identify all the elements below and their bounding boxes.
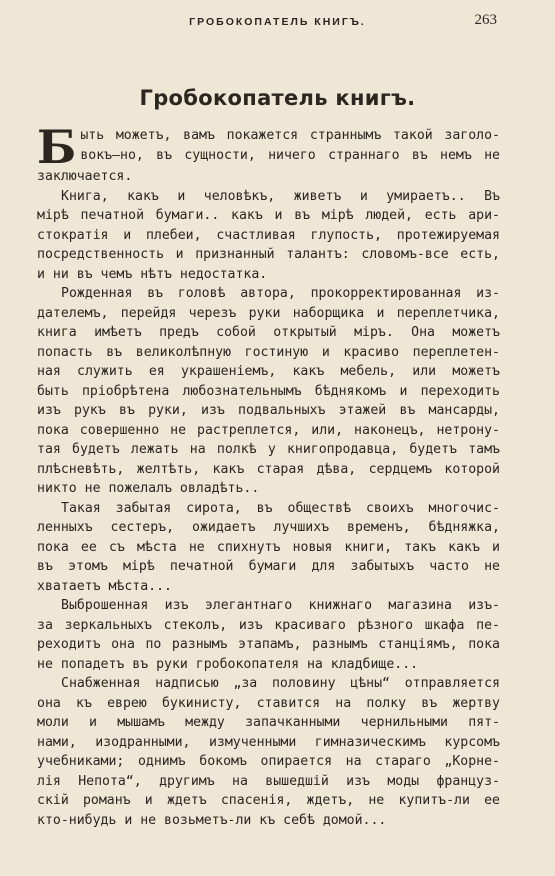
text-line: тая будетъ лежать на полкѣ у книгопродавца, будетъ тамъ bbox=[37, 442, 500, 457]
paragraph bbox=[37, 120, 500, 187]
text-line: моли и мышамъ между запачканными чернильными пят- bbox=[37, 715, 500, 730]
text-line: дателемъ, перейдя черезъ руки наборщика и переплетчика, bbox=[37, 305, 500, 321]
body-text bbox=[37, 120, 500, 830]
text-line: скій романъ и ждетъ спасенія, ждетъ, не купитъ-ли ее bbox=[37, 793, 500, 808]
text-line: никто не пожелалъ овладѣть.. bbox=[37, 481, 260, 496]
text-line: лія Непота“, другимъ на вышедшій изъ моды француз- bbox=[37, 773, 500, 789]
text-line: плѣсневѣть, желтѣть, какъ старая дѣва, сердцемъ которой bbox=[37, 461, 500, 477]
text-line: учебниками; однимъ бокомъ опирается на стараго „Корне- bbox=[37, 754, 500, 769]
text-line: ыть можетъ, вамъ покажется страннымъ такой заголо- bbox=[80, 128, 500, 143]
paragraph bbox=[37, 499, 500, 597]
text-line: стократія и плебеи, счастливая глупость, протежируемая bbox=[37, 227, 500, 243]
text-line: ная служить ея украшеніемъ, какъ мебель, или можетъ bbox=[37, 364, 500, 379]
chapter-title: Гробокопатель книгъ. bbox=[139, 86, 416, 110]
drop-cap: Б bbox=[37, 120, 77, 174]
text-line: посредственность и признанный талантъ: словомъ-все есть, bbox=[37, 247, 500, 262]
text-line: вокъ—но, въ сущности, ничего страннаго въ немъ не bbox=[80, 147, 500, 163]
text-line: реходитъ она по разнымъ этапамъ, разнымъ станціямъ, пока bbox=[37, 637, 500, 652]
text-line: она къ еврею букинисту, ставится на полку въ жертву bbox=[37, 695, 500, 711]
text-line: Снабженная надписью „за половину цѣны“ отправляется bbox=[61, 676, 500, 691]
text-line: не попадетъ въ руки гробокопателя на кладбище... bbox=[37, 656, 419, 672]
text-line: нами, изодранными, измученными гимназическимъ курсомъ bbox=[37, 734, 500, 750]
text-line: ленныхъ сестеръ, ожидаетъ лучшихъ временъ, бѣдняжка, bbox=[37, 520, 500, 535]
text-line: кто-нибудь и не возьметъ-ли къ себѣ домой... bbox=[37, 812, 387, 828]
text-line: и ни въ чемъ нѣтъ недостатка. bbox=[37, 266, 268, 282]
text-line: за зеркальныхъ стеколъ, изъ красиваго рѣзного шкафа пе- bbox=[37, 617, 500, 633]
text-line: пока ее съ мѣста не спихнутъ новыя книги, такъ какъ и bbox=[37, 539, 500, 555]
text-line: Такая забытая сирота, въ обществѣ своихъ многочис- bbox=[61, 500, 500, 516]
text-line: Рожденная въ головѣ автора, прокорректированная из- bbox=[61, 286, 500, 301]
text-line: изъ рукъ въ руки, изъ подвальныхъ этажей въ мансарды, bbox=[37, 403, 500, 418]
paragraph bbox=[37, 284, 500, 499]
text-line: попасть въ великолѣпную гостиную и красиво переплетен- bbox=[37, 344, 500, 360]
text-line: быть пріобрѣтена любознательнымъ бѣднякомъ и переходить bbox=[37, 383, 500, 399]
paragraph bbox=[37, 187, 500, 285]
paragraph bbox=[37, 674, 500, 830]
page-number: 263 bbox=[474, 12, 497, 28]
text-line: Книга, какъ и человѣкъ, живетъ и умираетъ.. Въ bbox=[61, 188, 500, 204]
text-line: въ этомъ мірѣ печатной бумаги для забытыхъ часто не bbox=[37, 559, 500, 574]
text-line: пока совершенно не растреплется, или, наконецъ, нетрону- bbox=[37, 422, 500, 438]
text-line: Выброшенная изъ элегантнаго книжнаго магазина изъ- bbox=[61, 598, 500, 613]
paragraph bbox=[37, 596, 500, 674]
text-line: хватаетъ мѣста... bbox=[37, 578, 172, 594]
text-line: заключается. bbox=[37, 169, 133, 184]
text-line: книга имѣетъ предъ собой открытый міръ. Она можетъ bbox=[37, 325, 500, 340]
text-line: мірѣ печатной бумаги.. какъ и въ мірѣ людей, есть ари- bbox=[37, 208, 500, 223]
running-head: ГРОБОКОПАТЕЛЬ КНИГЪ. bbox=[189, 16, 366, 28]
